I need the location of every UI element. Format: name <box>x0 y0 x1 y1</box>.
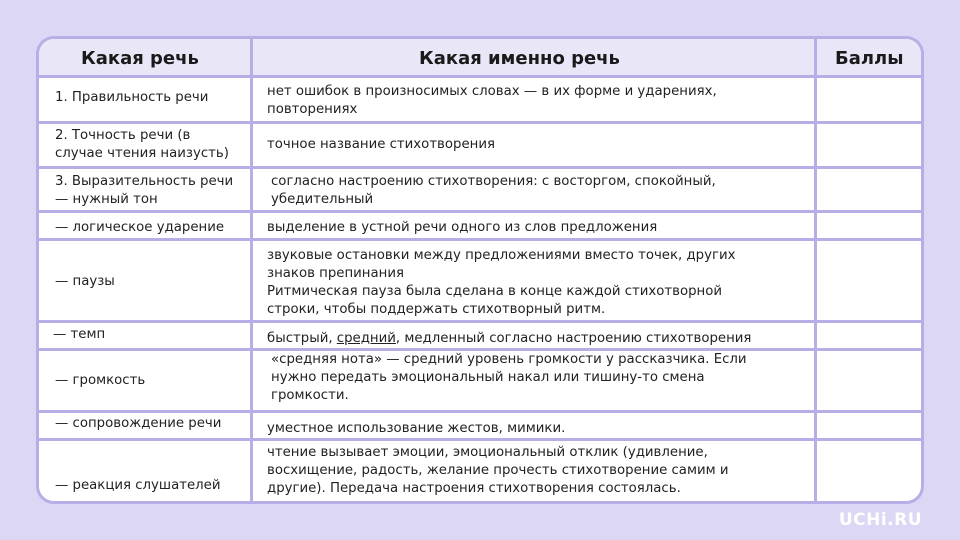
underlined-word: средний <box>336 331 396 346</box>
description-logical-stress: выделение в устной речи одного из слов предложения <box>267 220 658 235</box>
table-header <box>39 39 921 77</box>
description-audience-reaction: чтение вызывает эмоции, эмоциональный отклик (удивление, восхищение, радость, желание прочесть стихотворение самим и другие). Передача настроения стихотворения состоялась. <box>267 445 729 496</box>
row-divider <box>39 410 921 413</box>
description-volume: «средняя нота» — средний уровень громкости у рассказчика. Если нужно передать эмоциональный накал или тишину-то смена громкости. <box>271 352 747 403</box>
description-correctness: нет ошибок в произносимых словах — в их форме и ударениях, повторениях <box>267 84 717 117</box>
description-accuracy: точное название стихотворения <box>267 137 495 152</box>
header-points: Баллы <box>835 47 904 69</box>
criterion-expressiveness: 3. Выразительность речи — нужный тон <box>55 174 234 207</box>
row-divider <box>39 121 921 124</box>
header-what-speech: Какая речь <box>81 47 199 69</box>
row-divider <box>39 320 921 323</box>
row-divider <box>39 210 921 213</box>
description-accompaniment: уместное использование жестов, мимики. <box>267 421 566 436</box>
criterion-accompaniment: — сопровождение речи <box>55 416 222 431</box>
description-pauses: звуковые остановки между предложениями вместо точек, других знаков препинания Ритмическая пауза была сделана в конце каждой стихотворной строки, чтобы поддержать стихотворный ритм. <box>267 248 736 317</box>
header-which-speech: Какая именно речь <box>419 47 620 69</box>
criterion-correctness: 1. Правильность речи <box>55 90 209 105</box>
row-divider <box>39 75 921 78</box>
brand-logo: UCHi.RU <box>838 510 922 530</box>
criterion-accuracy: 2. Точность речи (в случае чтения наизусть) <box>55 128 229 161</box>
row-divider <box>39 438 921 441</box>
description-tempo: быстрый, средний, медленный согласно настроению стихотворения <box>267 331 752 346</box>
criterion-pauses: — паузы <box>55 274 115 289</box>
description-expressiveness: согласно настроению стихотворения: с восторгом, спокойный, убедительный <box>271 174 716 207</box>
row-divider <box>39 238 921 241</box>
column-divider <box>250 39 253 504</box>
row-divider <box>39 166 921 169</box>
criteria-table <box>36 36 924 504</box>
criterion-audience-reaction: — реакция слушателей <box>55 478 221 493</box>
criterion-logical-stress: — логическое ударение <box>55 220 225 235</box>
criterion-volume: — громкость <box>55 373 146 388</box>
column-divider <box>814 39 817 504</box>
criterion-tempo: — темп <box>53 327 106 342</box>
